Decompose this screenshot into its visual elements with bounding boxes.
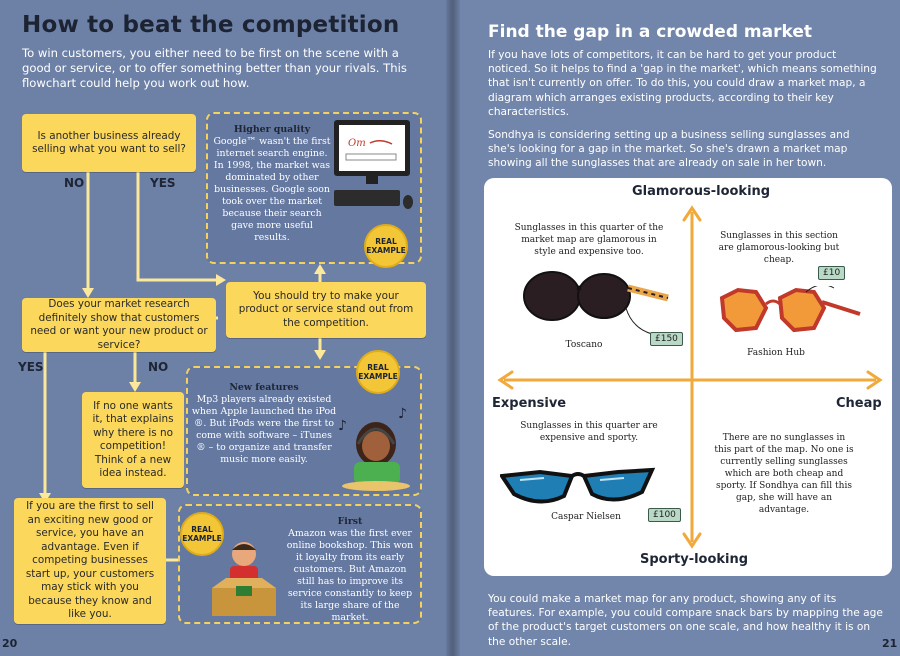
svg-text:♪: ♪ [398, 406, 407, 422]
example-first-body: Amazon was the first ever online bookshop. This won it loyalty from its early customers. But Amazon still has to improve its service constantly to keep its large share of the market. [286, 528, 414, 623]
example-new-features-body: Mp3 players already existed when Apple launched the iPod ®. But iPods were the first to come with software – iTunes ® – to organize and transfer music more easily. [191, 394, 337, 465]
parcel-boy-illustration [206, 536, 282, 620]
music-listener-illustration [336, 400, 416, 492]
question-competition: Is another business already selling what you want to sell? [22, 114, 196, 172]
computer-illustration [330, 118, 416, 214]
right-outro: You could make a market map for any product, showing any of its features. For example, you could compare snack bars by mapping the age of the product's target customers on one scale, and how healthy it is on the other scale. [488, 593, 883, 648]
question-market-research: Does your market research definitely show that customers need or want your new product or service? [22, 298, 216, 352]
q2-yes-label: YES [18, 360, 44, 374]
example-first-title: First [337, 516, 363, 527]
toscano-price-tag: £150 [650, 332, 683, 346]
q2-no-label: NO [148, 360, 169, 374]
right-page-number: 21 [882, 637, 898, 650]
example-first-text [284, 516, 416, 624]
caspar-nielsen-label: Caspar Nielsen [551, 512, 621, 522]
left-intro: To win customers, you either need to be first on the scene with a good or service, or to offer something better than your rivals. This flowchart could help you work out how. [22, 46, 407, 90]
left-page-number: 20 [2, 637, 18, 650]
svg-text:Om: Om [348, 138, 366, 149]
q1-no-label: NO [64, 176, 85, 190]
axis-right-label: Cheap [836, 396, 882, 411]
q1-yes-label: YES [150, 176, 176, 190]
fashion-hub-sunglasses [716, 286, 862, 346]
right-page-title: Find the gap in a crowded market [488, 22, 812, 42]
axis-bottom-label: Sporty-looking [640, 552, 749, 567]
real-example-badge-1: REAL EXAMPLE [364, 224, 408, 268]
standout-box: You should try to make your product or service stand out from the competition. [226, 282, 426, 338]
svg-text:♪: ♪ [338, 418, 347, 434]
toscano-sunglasses [522, 268, 672, 340]
right-intro: If you have lots of competitors, it can be hard to get your product noticed. So it helps to find a 'gap in the market', which means something that isn't currently on offer. To do this, you could draw a market map, a diagram which arranges existing products, according to their key characteristics. [488, 49, 877, 118]
axis-left-label: Expensive [492, 396, 567, 411]
quadrant-bottom-right-text: There are no sunglasses in this part of the map. No one is currently selling sunglasses which are both cheap and sporty. If Sondhya can fill this gap, she will have an advantage. [714, 433, 854, 515]
example-higher-quality-title: Higher quality [233, 124, 311, 135]
no-one-wants-box: If no one wants it, that explains why there is no competition! Think of a new idea instead. [82, 392, 184, 488]
caspar-nielsen-price-tag: £100 [648, 508, 681, 522]
axis-top-label: Glamorous-looking [632, 184, 771, 199]
example-new-features-title: New features [229, 382, 299, 393]
real-example-badge-2: REAL EXAMPLE [356, 350, 400, 394]
example-new-features-text [190, 382, 338, 466]
left-page-title: How to beat the competition [22, 12, 400, 38]
quadrant-bottom-left-text: Sunglasses in this quarter are expensive and sporty. [520, 421, 658, 443]
fashion-hub-price-tag: £10 [818, 266, 845, 280]
quadrant-top-left-text: Sunglasses in this quarter of the market map are glamorous in style and expensive too. [514, 223, 664, 257]
caspar-nielsen-sunglasses [500, 462, 660, 512]
example-higher-quality-body: Google™ wasn't the first internet search engine. In 1998, the market was dominated by other businesses. Google soon took over the market because their search gave more useful results. [213, 136, 331, 243]
fashion-hub-label: Fashion Hub [747, 348, 805, 358]
right-story: Sondhya is considering setting up a business selling sunglasses and she's looking for a gap in the market. So she's drawn a market map showing all the sunglasses that are already on sale in her town. [488, 129, 850, 170]
quadrant-top-right-text: Sunglasses in this section are glamorous-looking but cheap. [718, 231, 840, 265]
real-example-badge-3: REAL EXAMPLE [180, 512, 224, 556]
first-to-sell-box: If you are the first to sell an exciting new good or service, you have an advantage. Even if competing businesses start up, your customers may stick with you because they know and like you. [14, 498, 166, 624]
toscano-label: Toscano [565, 340, 603, 350]
example-higher-quality-text [212, 124, 332, 244]
